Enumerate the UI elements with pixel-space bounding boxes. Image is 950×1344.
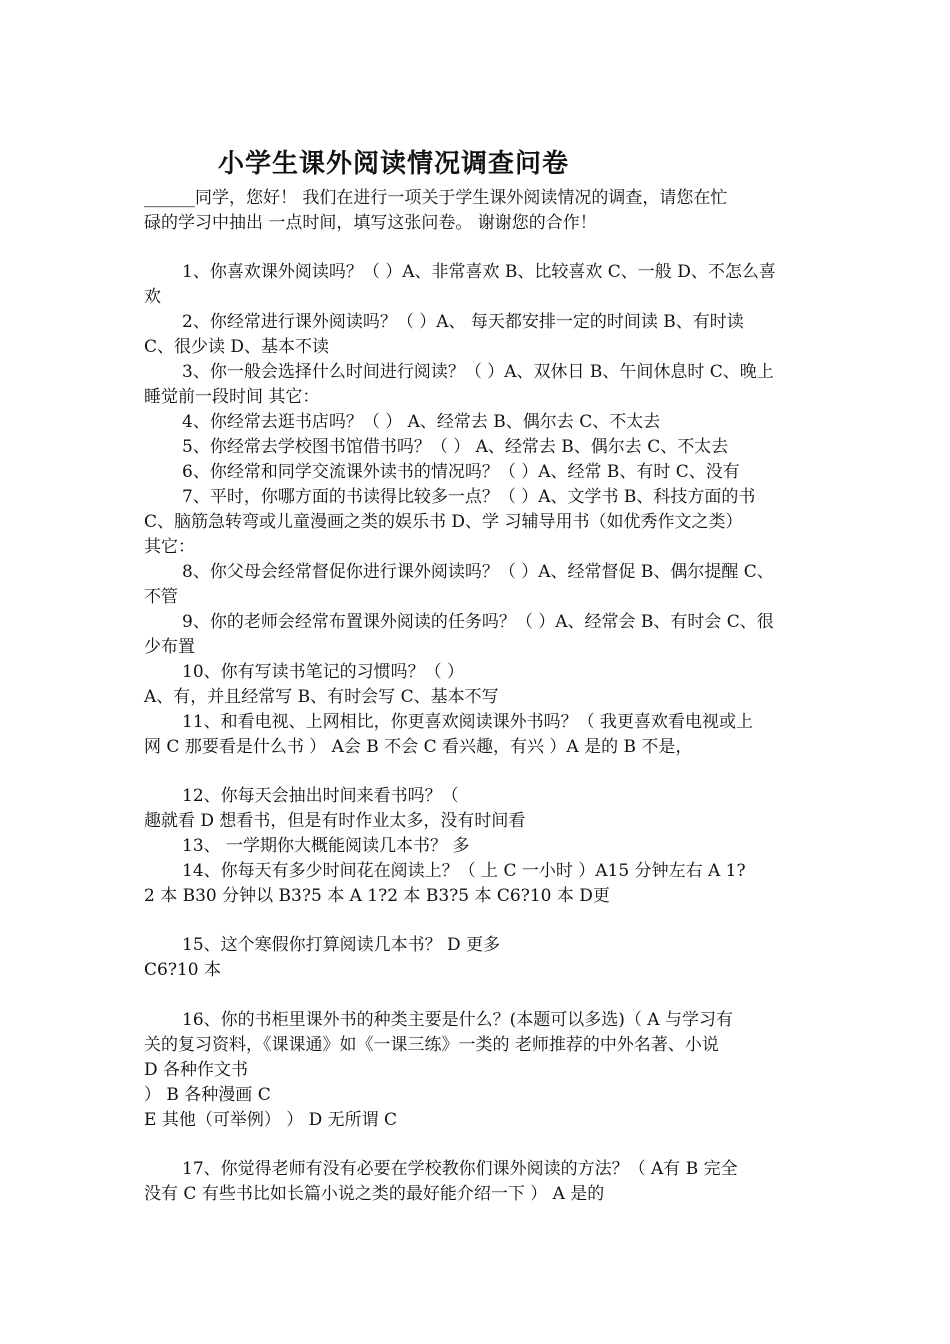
question-line: 其它： <box>144 537 195 557</box>
question-line: 不管 <box>144 587 178 607</box>
question-line: 6、你经常和同学交流课外读书的情况吗？（ ）A、经常 B、有时 C、没有 <box>182 462 740 482</box>
intro-line: 碌的学习中抽出 一点时间，填写这张问卷。 谢谢您的合作！ <box>144 213 597 233</box>
question-line: 16、你的书柜里课外书的种类主要是什么？(本题可以多选)（ A 与学习有 <box>182 1010 733 1030</box>
question-line: 15、这个寒假你打算阅读几本书？ D 更多 <box>182 935 501 955</box>
question-line: A、有，并且经常写 B、有时会写 C、基本不写 <box>144 687 499 707</box>
question-line: 关的复习资料，《课课通》如《一课三练》一类的 老师推荐的中外名著、小说 <box>144 1035 719 1055</box>
question-line: ） B 各种漫画 C <box>144 1085 271 1105</box>
question-line: 欢 <box>144 287 161 307</box>
question-line: 2、你经常进行课外阅读吗？（ ）A、 每天都安排一定的时间读 B、有时读 <box>182 312 744 332</box>
question-line: 12、你每天会抽出时间来看书吗？（ <box>182 786 459 806</box>
question-line: 趣就看 D 想看书，但是有时作业太多，没有时间看 <box>144 811 526 831</box>
question-line: 1、你喜欢课外阅读吗？（ ）A、非常喜欢 B、比较喜欢 C、一般 D、不怎么喜 <box>182 262 776 282</box>
question-line: C、脑筋急转弯或儿童漫画之类的娱乐书 D、学 习辅导用书（如优秀作文之类） <box>144 512 743 532</box>
question-line: C6?10 本 <box>144 960 221 980</box>
question-line: 4、你经常去逛书店吗？（ ） A、经常去 B、偶尔去 C、不太去 <box>182 412 661 432</box>
intro-line: ______同学，您好！ 我们在进行一项关于学生课外阅读情况的调查，请您在忙 <box>144 188 728 208</box>
question-line: E 其他（可举例） ） D 无所谓 C <box>144 1110 398 1130</box>
question-line: D 各种作文书 <box>144 1060 249 1080</box>
question-line: 17、你觉得老师有没有必要在学校教你们课外阅读的方法？（ A有 B 完全 <box>182 1159 738 1179</box>
question-line: 5、你经常去学校图书馆借书吗？（ ） A、经常去 B、偶尔去 C、不太去 <box>182 437 729 457</box>
question-line: C、很少读 D、基本不读 <box>144 337 330 357</box>
question-line: 3、你一般会选择什么时间进行阅读？（ ）A、双休日 B、午间休息时 C、晚上 <box>182 362 774 382</box>
question-line: 13、 一学期你大概能阅读几本书？ 多 <box>182 836 470 856</box>
question-line: 2 本 B30 分钟以 B3?5 本 A 1?2 本 B3?5 本 C6?10 本 D更 <box>144 886 610 906</box>
question-line: 10、你有写读书笔记的习惯吗？（ ） <box>182 662 465 682</box>
question-line: 少布置 <box>144 637 195 657</box>
question-line: 8、你父母会经常督促你进行课外阅读吗？（ ）A、经常督促 B、偶尔提醒 C、 <box>182 562 774 582</box>
question-line: 网 C 那要看是什么书 ） A会 B 不会 C 看兴趣，有兴 ）A 是的 B 不是， <box>144 737 693 757</box>
question-line: 睡觉前一段时间 其它： <box>144 387 320 407</box>
question-line: 14、你每天有多少时间花在阅读上？（ 上 C 一小时 ）A15 分钟左右 A 1? <box>182 861 746 881</box>
question-line: 11、和看电视、上网相比，你更喜欢阅读课外书吗？（ 我更喜欢看电视或上 <box>182 712 754 732</box>
document-title: 小学生课外阅读情况调查问卷 <box>218 149 570 179</box>
question-line: 没有 C 有些书比如长篇小说之类的最好能介绍一下 ） A 是的 <box>144 1184 605 1204</box>
question-line: 9、你的老师会经常布置课外阅读的任务吗？（ ）A、经常会 B、有时会 C、很 <box>182 612 774 632</box>
question-line: 7、平时，你哪方面的书读得比较多一点？（ ）A、文学书 B、科技方面的书 <box>182 487 756 507</box>
